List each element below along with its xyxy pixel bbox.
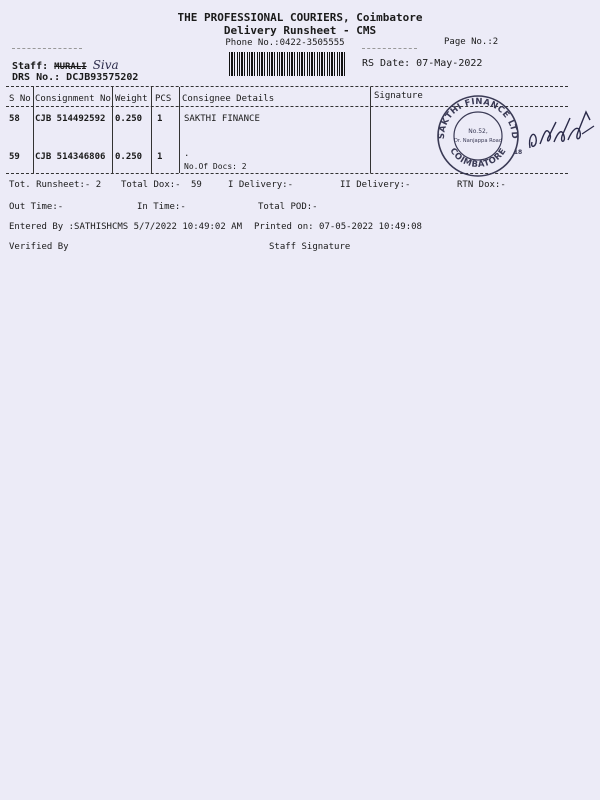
- total-dox-label: Total Dox:-: [121, 180, 181, 190]
- header-sno: S No: [9, 94, 31, 104]
- staff-field: [12, 58, 119, 72]
- row-sno: 59: [9, 152, 20, 162]
- row-pcs: 1: [157, 114, 163, 124]
- table-top-rule: [6, 86, 568, 87]
- in-time: In Time:-: [137, 202, 186, 212]
- header-consignment: Consignment No: [35, 94, 111, 104]
- header-weight: Weight: [115, 94, 148, 104]
- row-consignee: SAKTHI FINANCE: [184, 114, 260, 124]
- stamp-line2: Dr. Nanjappa Road: [453, 138, 503, 144]
- rtn-dox: RTN Dox:-: [457, 180, 506, 190]
- tot-runsheet: Tot. Runsheet:- 2: [9, 180, 102, 190]
- verified-by: Verified By: [9, 242, 69, 252]
- second-delivery: II Delivery:-: [340, 180, 411, 190]
- first-delivery: I Delivery:-: [228, 180, 294, 190]
- row-consignment: CJB 514346806: [35, 152, 106, 162]
- col-sep: [370, 87, 371, 173]
- rs-date: RS Date: 07-May-2022: [362, 58, 483, 69]
- staff-label: Staff:: [12, 61, 49, 72]
- row-sno: 58: [9, 114, 20, 124]
- col-sep: [33, 87, 34, 173]
- stamp-bottom-text: COIMBATORE: [447, 146, 509, 171]
- row-doc-count: No.Of Docs: 2: [184, 162, 247, 171]
- header-consignee: Consignee Details: [182, 94, 275, 104]
- entered-by: Entered By :SATHISHCMS 5/7/2022 10:49:02 AM: [9, 222, 242, 232]
- printed-on: Printed on: 07-05-2022 10:49:08: [254, 222, 422, 232]
- header-signature: Signature: [374, 91, 423, 101]
- total-dox-value: 59: [191, 180, 202, 190]
- out-time: Out Time:-: [9, 202, 64, 212]
- stamp-number: 18: [513, 149, 523, 156]
- staff-name-struck: MURALI: [54, 62, 87, 72]
- handwritten-signature: [524, 104, 596, 162]
- company-name: THE PROFESSIONAL COURIERS, Coimbatore: [177, 11, 423, 24]
- total-pod: Total POD:-: [258, 202, 318, 212]
- phone-number: Phone No.:0422-3505555: [225, 38, 345, 48]
- row-pcs: 1: [157, 152, 163, 162]
- header-pcs: PCS: [155, 94, 172, 104]
- col-sep: [112, 87, 113, 173]
- row-weight: 0.250: [115, 152, 143, 162]
- faded-line-right: [362, 48, 417, 52]
- col-sep: [151, 87, 152, 173]
- row-weight: 0.250: [115, 114, 143, 124]
- page-number: Page No.:2: [444, 37, 499, 47]
- document-title: Delivery Runsheet - CMS: [223, 24, 377, 37]
- row-consignee: .: [184, 149, 190, 159]
- stamp-top-text: SAKTHI FINANCE LTD: [436, 96, 520, 140]
- svg-text:COIMBATORE: [447, 146, 508, 170]
- drs-number: DRS No.: DCJB93575202: [12, 72, 139, 83]
- col-sep: [179, 87, 180, 173]
- staff-signature-label: Staff Signature: [269, 242, 351, 252]
- barcode: [229, 52, 347, 76]
- row-consignment: CJB 514492592: [35, 114, 106, 124]
- staff-name-handwritten: Siva: [92, 58, 119, 72]
- faded-line: [12, 48, 82, 52]
- company-stamp: [430, 92, 526, 178]
- stamp-line1: No.52,: [468, 128, 488, 135]
